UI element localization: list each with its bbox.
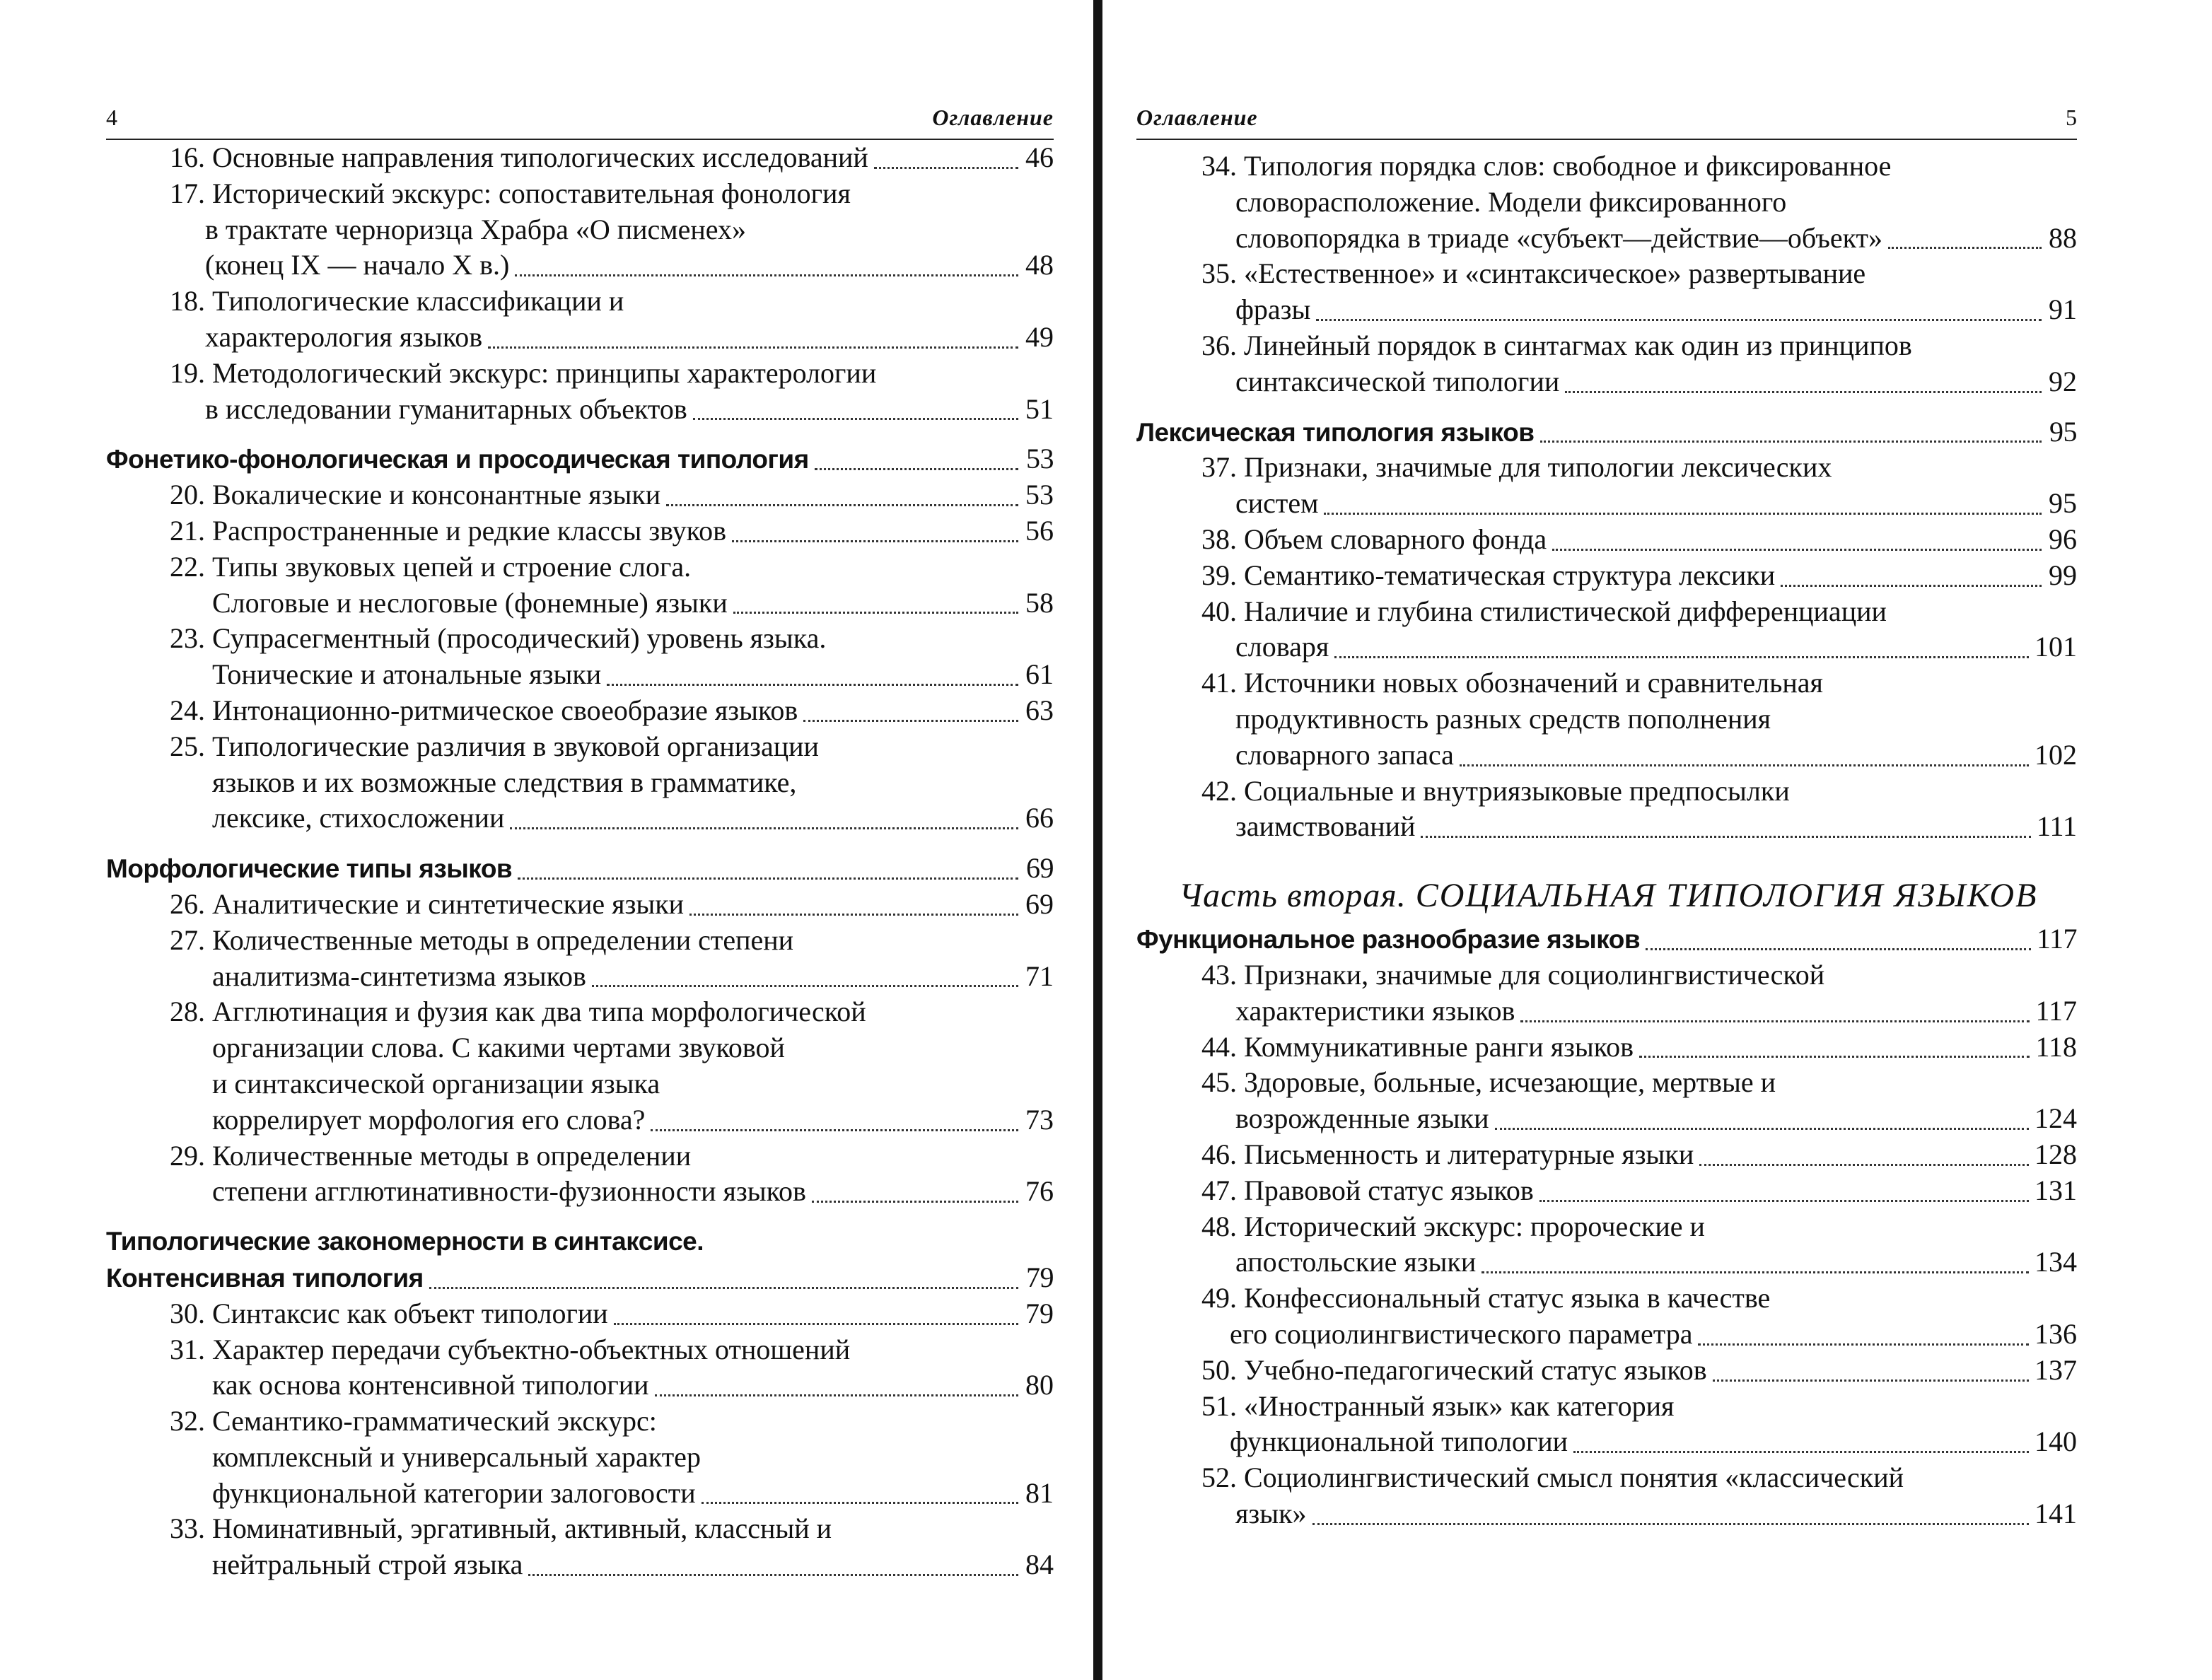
toc-entry	[106, 585, 1054, 622]
toc-entry	[106, 765, 1054, 801]
toc-entry-text: 35. «Естественное» и «синтаксическое» развертывание	[1201, 257, 1866, 290]
toc-page-number: 124	[2035, 1102, 2077, 1135]
toc-entry-text: 32. Семантико-грамматический экскурс:	[170, 1405, 657, 1437]
dot-leader	[1699, 1164, 2029, 1166]
toc-entry-text: 27. Количественные методы в определении степени	[170, 923, 794, 956]
toc-entry	[106, 1547, 1054, 1583]
toc-entry-text: 31. Характер передачи субъектно-объектных отношений	[170, 1333, 851, 1365]
toc-entry	[1136, 1460, 2077, 1496]
toc-entry-text: систем	[1235, 487, 1319, 520]
dot-leader	[803, 720, 1018, 722]
toc-entry-text: словорасположение. Модели фиксированного	[1235, 185, 1787, 218]
toc-entry	[1136, 809, 2077, 845]
toc-entry	[106, 140, 1054, 176]
toc-entry	[106, 1511, 1054, 1547]
toc-entry-text: комплексный и универсальный характер	[212, 1440, 701, 1473]
toc-entry-text: апостольские языки	[1235, 1246, 1477, 1278]
toc-entry	[106, 356, 1054, 392]
toc-entry	[106, 284, 1054, 320]
toc-entry-text: Морфологические типы языков	[106, 854, 513, 884]
toc-entry-text: 45. Здоровые, больные, исчезающие, мертвые и	[1201, 1066, 1776, 1099]
toc-entry	[106, 657, 1054, 693]
toc-page-number: 134	[2035, 1246, 2077, 1278]
toc-entry	[106, 693, 1054, 729]
toc-page-number: 84	[1025, 1548, 1054, 1581]
toc-entry-text: 26. Аналитические и синтетические языки	[170, 887, 685, 920]
toc-page-number: 111	[2036, 810, 2077, 843]
dot-leader	[515, 274, 1018, 276]
toc-entry-text: коррелирует морфология его слова?	[212, 1103, 646, 1136]
toc-page-number: 101	[2035, 631, 2077, 663]
toc-entry-text: 24. Интонационно-ритмическое своеобразие языков	[170, 694, 798, 726]
toc-entry	[1136, 1101, 2077, 1137]
section-gap	[106, 1210, 1054, 1224]
dot-leader	[510, 827, 1018, 829]
dot-leader	[607, 684, 1018, 686]
toc-entry-text: в трактате черноризца Храбра «О писменех»	[205, 213, 746, 245]
toc-entry	[106, 513, 1054, 549]
toc-entry-text: Фонетико-фонологическая и просодическая типология	[106, 445, 809, 474]
toc-entry-text: 29. Количественные методы в определении	[170, 1139, 692, 1172]
dot-leader	[651, 1129, 1018, 1131]
toc-entry-text: 38. Объем словарного фонда	[1201, 523, 1547, 555]
toc-entry-text: 28. Агглютинация и фузия как два типа морфологической	[170, 996, 866, 1028]
toc-entry-text: 52. Социолингвистический смысл понятия «классический	[1201, 1462, 1904, 1494]
dot-leader	[1495, 1128, 2029, 1130]
toc-entry-text: словаря	[1235, 631, 1329, 663]
toc-page-number: 66	[1025, 802, 1054, 834]
right-toc-part-two	[1136, 921, 2077, 1532]
toc-entry-text: заимствований	[1235, 810, 1416, 843]
toc-entry-text: его социолингвистического параметра	[1230, 1317, 1693, 1350]
toc-entry	[1136, 486, 2077, 522]
toc-entry	[1136, 1496, 2077, 1532]
toc-entry	[1136, 629, 2077, 665]
dot-leader	[1540, 441, 2042, 443]
toc-entry	[1136, 1244, 2077, 1281]
toc-entry-text: 33. Номинативный, эргативный, активный, классный и	[170, 1512, 832, 1545]
toc-entry	[106, 959, 1054, 995]
toc-page-number: 61	[1025, 658, 1054, 691]
toc-entry	[106, 176, 1054, 212]
toc-entry	[106, 392, 1054, 428]
toc-entry-text: 46. Письменность и литературные языки	[1201, 1138, 1694, 1170]
dot-leader	[1565, 391, 2042, 393]
left-toc	[106, 140, 1054, 1583]
toc-entry-text: Слоговые и неслоговые (фонемные) языки	[212, 586, 728, 619]
toc-section-heading	[1136, 414, 2077, 450]
toc-entry-text: степени агглютинативности-фузионности языков	[212, 1175, 806, 1208]
toc-entry	[1136, 665, 2077, 701]
dot-leader	[689, 914, 1018, 916]
toc-entry	[106, 1174, 1054, 1210]
toc-entry-text: 39. Семантико-тематическая структура лексики	[1201, 559, 1776, 591]
toc-entry-text: языков и их возможные следствия в грамматике,	[212, 766, 797, 798]
dot-leader	[815, 468, 1018, 470]
dot-leader	[1713, 1379, 2029, 1382]
toc-entry-text: 43. Признаки, значимые для социолингвистической	[1201, 958, 1825, 991]
dot-leader	[693, 418, 1018, 420]
toc-entry	[106, 212, 1054, 248]
toc-section-heading	[106, 441, 1054, 477]
toc-entry-text: словарного запаса	[1235, 738, 1454, 771]
toc-entry	[106, 800, 1054, 836]
toc-entry	[106, 1066, 1054, 1102]
toc-entry-text: 42. Социальные и внутриязыковые предпосылки	[1201, 774, 1790, 807]
toc-entry-text: Тонические и атональные языки	[212, 658, 602, 691]
toc-entry-text: функциональной категории залоговости	[212, 1476, 696, 1509]
left-running-head	[106, 99, 1054, 140]
dot-leader	[1520, 1020, 2030, 1022]
toc-entry	[1136, 450, 2077, 486]
toc-entry-text: характерология языков	[205, 320, 483, 353]
dot-leader	[702, 1502, 1018, 1504]
toc-entry	[1136, 1424, 2077, 1460]
toc-entry-text: возрожденные языки	[1235, 1102, 1489, 1135]
dot-leader	[666, 504, 1018, 506]
toc-entry	[1136, 256, 2077, 292]
dot-leader	[518, 877, 1018, 880]
toc-page-number: 49	[1025, 320, 1054, 353]
toc-page-number: 136	[2035, 1317, 2077, 1350]
toc-entry-text: синтаксической типологии	[1235, 365, 1560, 397]
toc-entry	[1136, 292, 2077, 328]
toc-entry-text: организации слова. С какими чертами звуковой	[212, 1032, 785, 1064]
toc-entry-text: 44. Коммуникативные ранги языков	[1201, 1030, 1634, 1063]
dot-leader	[1639, 1056, 2030, 1058]
toc-entry	[1136, 328, 2077, 364]
dot-leader	[1573, 1451, 2029, 1453]
dot-leader	[1460, 764, 2029, 766]
toc-page-number: 63	[1025, 694, 1054, 726]
section-gap	[106, 427, 1054, 441]
toc-page-number: 58	[1025, 586, 1054, 619]
toc-entry	[1136, 774, 2077, 810]
toc-page-number: 128	[2035, 1138, 2077, 1170]
toc-entry-text: 50. Учебно-педагогический статус языков	[1201, 1353, 1707, 1386]
toc-entry-text: 48. Исторический экскурс: пророческие и	[1201, 1210, 1705, 1242]
dot-leader	[592, 985, 1018, 987]
toc-section-heading	[106, 851, 1054, 887]
toc-entry-text: Функциональное разнообразие языков	[1136, 925, 1641, 955]
dot-leader	[614, 1323, 1018, 1325]
toc-section-heading	[106, 1224, 1054, 1260]
toc-entry-text: функциональной типологии	[1230, 1425, 1568, 1458]
toc-entry-text: 51. «Иностранный язык» как категория	[1201, 1389, 1675, 1422]
toc-entry-text: 34. Типология порядка слов: свободное и фиксированное	[1201, 150, 1892, 182]
toc-entry	[1136, 148, 2077, 185]
toc-page-number: 79	[1025, 1297, 1054, 1329]
toc-section-heading	[106, 1260, 1054, 1296]
toc-entry-text: (конец IX — начало X в.)	[205, 249, 510, 281]
toc-page-number: 99	[2049, 559, 2077, 591]
toc-page-number: 96	[2049, 523, 2077, 555]
toc-page-number: 118	[2035, 1030, 2077, 1063]
toc-entry	[1136, 701, 2077, 737]
toc-entry	[106, 1440, 1054, 1476]
toc-entry-text: продуктивность разных средств пополнения	[1235, 702, 1771, 735]
dot-leader	[429, 1287, 1018, 1289]
toc-page-number: 53	[1026, 443, 1054, 475]
toc-entry-text: 16. Основные направления типологических исследований	[170, 141, 868, 173]
toc-entry-text: как основа контенсивной типологии	[212, 1369, 649, 1401]
book-spine	[1093, 0, 1102, 1680]
dot-leader	[528, 1574, 1018, 1576]
toc-page-number: 51	[1025, 392, 1054, 425]
toc-entry	[1136, 558, 2077, 594]
toc-entry-text: Контенсивная типология	[106, 1263, 424, 1293]
toc-entry-text: Лексическая типология языков	[1136, 417, 1535, 447]
right-running-title: Оглавление	[1136, 105, 1258, 130]
toc-page-number: 69	[1025, 887, 1054, 920]
toc-entry-text: словопорядка в триаде «субъект—действие—объект»	[1235, 221, 1883, 254]
toc-entry	[1136, 993, 2077, 1029]
toc-entry	[106, 994, 1054, 1030]
left-running-title: Оглавление	[932, 105, 1054, 130]
dot-leader	[488, 346, 1018, 349]
part-two-prefix: Часть вторая.	[1179, 877, 1407, 915]
toc-page-number: 92	[2049, 365, 2077, 397]
right-page-number: 5	[2066, 105, 2077, 130]
toc-entry	[1136, 1029, 2077, 1066]
toc-entry	[1136, 957, 2077, 993]
toc-entry-text: и синтаксической организации языка	[212, 1067, 660, 1099]
dot-leader	[1316, 319, 2042, 321]
toc-section-heading	[1136, 921, 2077, 957]
toc-entry	[1136, 364, 2077, 400]
toc-entry-text: 20. Вокалические и консонантные языки	[170, 479, 661, 511]
dot-leader	[1539, 1200, 2029, 1202]
section-gap	[1136, 400, 2077, 414]
toc-page-number: 131	[2035, 1174, 2077, 1206]
toc-entry	[1136, 1281, 2077, 1317]
toc-entry	[1136, 522, 2077, 558]
toc-page-number: 117	[2035, 994, 2077, 1027]
toc-entry	[106, 1030, 1054, 1066]
toc-entry-text: 22. Типы звуковых цепей и строение слога.	[170, 550, 692, 583]
dot-leader	[812, 1201, 1018, 1203]
toc-entry	[1136, 1353, 2077, 1389]
toc-entry-text: нейтральный строй языка	[212, 1548, 523, 1581]
toc-entry-text: 23. Супрасегментный (просодический) уровень языка.	[170, 622, 827, 655]
toc-page-number: 79	[1026, 1261, 1054, 1293]
right-page	[1102, 0, 2212, 1680]
right-toc-part-one	[1136, 148, 2077, 845]
toc-entry	[106, 1476, 1054, 1512]
dot-leader	[1781, 585, 2042, 587]
part-two-main: СОЦИАЛЬНАЯ ТИПОЛОГИЯ ЯЗЫКОВ	[1415, 877, 2038, 915]
toc-entry	[106, 1296, 1054, 1332]
toc-entry-text: 25. Типологические различия в звуковой организации	[170, 730, 819, 762]
toc-entry-text: 30. Синтаксис как объект типологии	[170, 1297, 608, 1329]
toc-page-number: 73	[1025, 1103, 1054, 1136]
part-two-title	[1136, 873, 2077, 918]
toc-page-number: 71	[1025, 959, 1054, 992]
toc-page-number: 117	[2036, 923, 2077, 955]
toc-page-number: 88	[2049, 221, 2077, 254]
right-toc	[1136, 148, 2077, 1532]
toc-page-number: 76	[1025, 1175, 1054, 1208]
toc-entry	[1136, 1389, 2077, 1425]
toc-entry	[106, 1367, 1054, 1404]
left-page-number: 4	[106, 105, 117, 130]
toc-page-number: 69	[1026, 852, 1054, 885]
dot-leader	[655, 1394, 1018, 1396]
dot-leader	[1698, 1343, 2029, 1346]
toc-page-number: 80	[1025, 1369, 1054, 1401]
toc-entry	[106, 477, 1054, 513]
toc-entry	[106, 887, 1054, 923]
toc-page-number: 137	[2035, 1353, 2077, 1386]
toc-entry	[1136, 737, 2077, 774]
toc-entry-text: 47. Правовой статус языков	[1201, 1174, 1534, 1206]
toc-page-number: 141	[2035, 1497, 2077, 1529]
toc-page-number: 140	[2035, 1425, 2077, 1458]
toc-entry-text: 21. Распространенные и редкие классы звуков	[170, 514, 726, 547]
toc-entry	[106, 1102, 1054, 1138]
toc-entry-text: фразы	[1235, 293, 1311, 326]
toc-entry-text: 36. Линейный порядок в синтагмах как один из принципов	[1201, 329, 1912, 361]
toc-page-number: 102	[2035, 738, 2077, 771]
toc-entry-text: Типологические закономерности в синтаксисе.	[106, 1227, 704, 1256]
toc-entry	[106, 923, 1054, 959]
dot-leader	[1421, 836, 2031, 838]
toc-entry	[1136, 1317, 2077, 1353]
toc-entry	[1136, 594, 2077, 630]
toc-page-number: 48	[1025, 249, 1054, 281]
dot-leader	[1888, 247, 2042, 249]
toc-entry-text: характеристики языков	[1235, 994, 1515, 1027]
toc-entry-text: язык»	[1235, 1497, 1307, 1529]
toc-entry-text: 41. Источники новых обозначений и сравнительная	[1201, 667, 1823, 699]
toc-entry	[106, 549, 1054, 585]
toc-page-number: 56	[1025, 514, 1054, 547]
dot-leader	[1312, 1523, 2029, 1525]
dot-leader	[874, 167, 1018, 169]
toc-entry-text: аналитизма-синтетизма языков	[212, 959, 586, 992]
toc-page-number: 95	[2049, 487, 2077, 520]
right-running-head	[1136, 99, 2077, 140]
toc-entry-text: 49. Конфессиональный статус языка в качестве	[1201, 1282, 1771, 1314]
toc-page-number: 91	[2049, 293, 2077, 326]
toc-entry	[1136, 1173, 2077, 1209]
dot-leader	[1324, 513, 2042, 515]
toc-entry	[1136, 1065, 2077, 1101]
dot-leader	[733, 612, 1018, 614]
toc-entry-text: 37. Признаки, значимые для типологии лексических	[1201, 451, 1832, 484]
toc-page-number: 53	[1025, 479, 1054, 511]
toc-entry	[106, 1332, 1054, 1368]
left-page	[0, 0, 1093, 1680]
dot-leader	[1334, 656, 2029, 658]
section-gap	[106, 836, 1054, 851]
toc-page-number: 46	[1025, 141, 1054, 173]
toc-entry-text: 40. Наличие и глубина стилистической дифференциации	[1201, 595, 1887, 627]
toc-entry	[1136, 221, 2077, 257]
toc-entry-text: лексике, стихосложении	[212, 802, 505, 834]
dot-leader	[1646, 948, 2031, 950]
toc-entry	[106, 247, 1054, 284]
toc-entry	[106, 320, 1054, 356]
toc-entry	[1136, 1209, 2077, 1245]
toc-entry-text: 17. Исторический экскурс: сопоставительная фонология	[170, 177, 851, 209]
dot-leader	[1552, 549, 2042, 551]
toc-entry-text: 18. Типологические классификации и	[170, 285, 624, 317]
toc-entry	[106, 729, 1054, 765]
toc-entry-text: в исследовании гуманитарных объектов	[205, 392, 687, 425]
dot-leader	[1482, 1271, 2029, 1273]
toc-page-number: 81	[1025, 1476, 1054, 1509]
toc-entry	[1136, 1137, 2077, 1173]
toc-page-number: 95	[2049, 415, 2077, 448]
toc-entry	[1136, 185, 2077, 221]
dot-leader	[732, 540, 1018, 542]
toc-entry	[106, 1138, 1054, 1174]
toc-entry	[106, 621, 1054, 657]
toc-entry	[106, 1404, 1054, 1440]
toc-entry-text: 19. Методологический экскурс: принципы характерологии	[170, 356, 877, 389]
